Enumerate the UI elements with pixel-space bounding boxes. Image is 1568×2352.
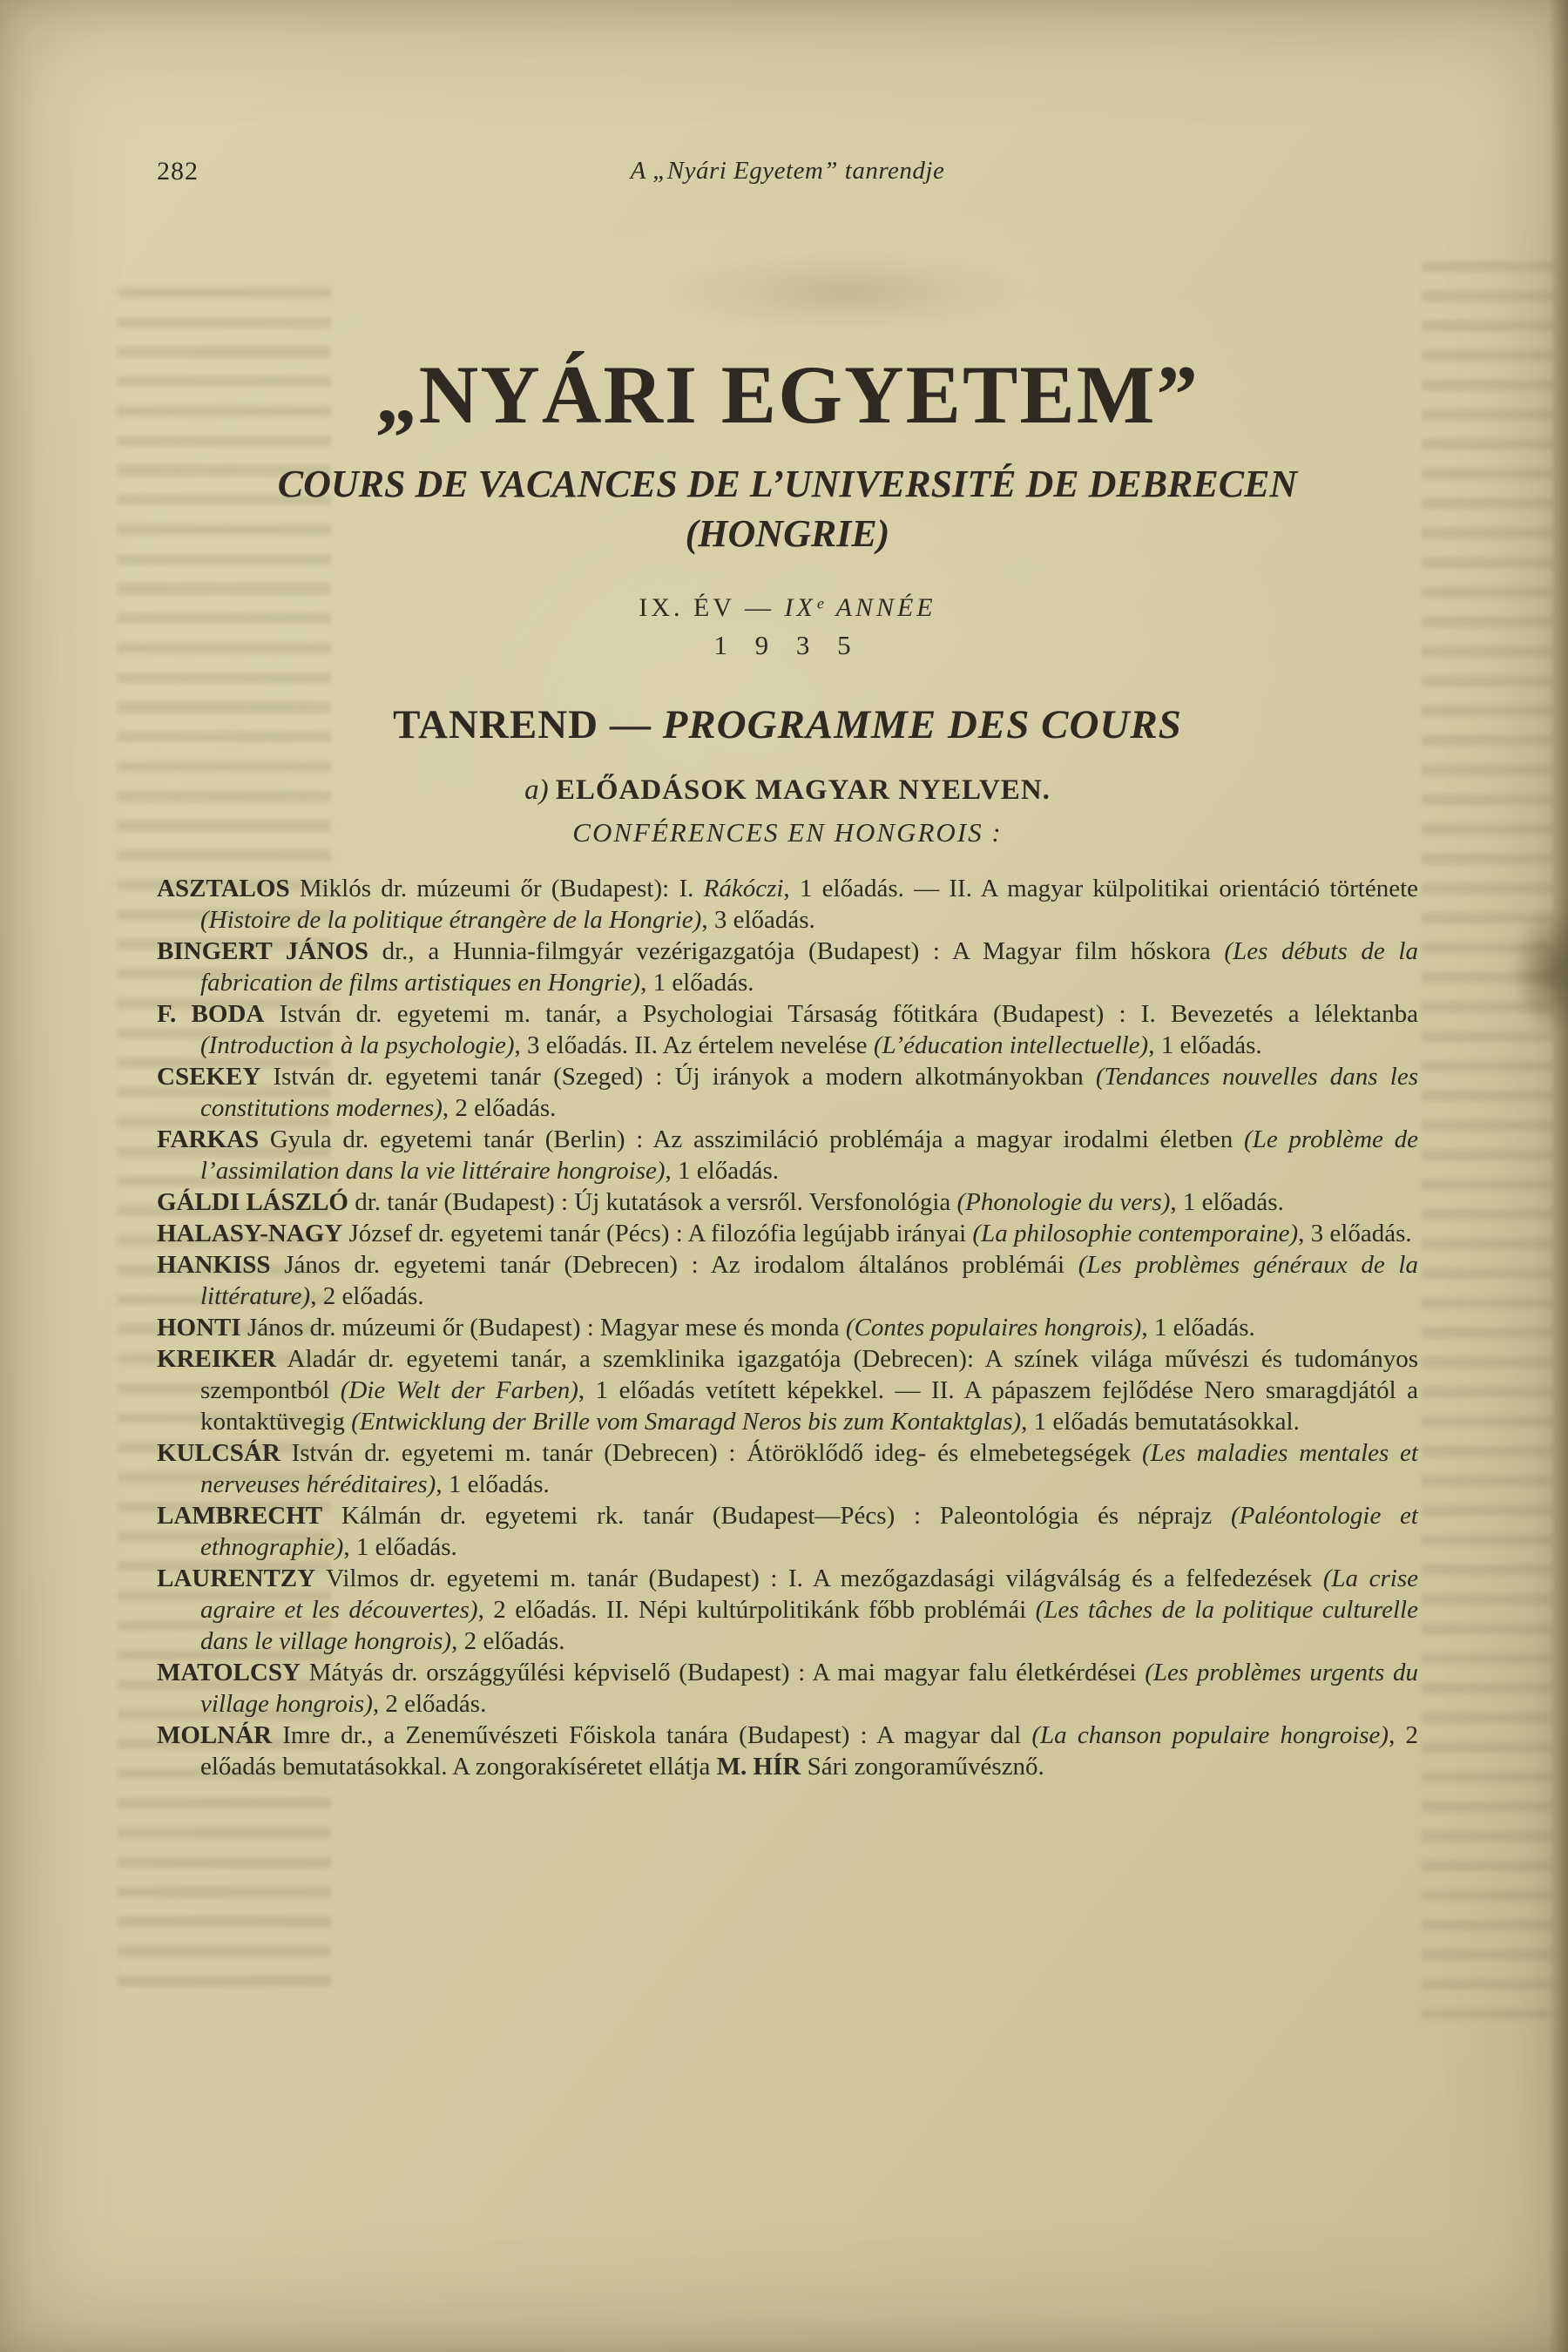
translated-title: (La crise agraire et les découvertes): [200, 1564, 1418, 1624]
lecturer-name: MOLNÁR: [157, 1720, 273, 1749]
running-title: A „Nyári Egyetem” tanrendje: [630, 157, 945, 185]
translated-title: (Le problème de l’assimilation dans la vie littéraire hongroise): [200, 1125, 1418, 1185]
entry-text: Imre dr., a Zeneművészeti Főiskola tanára (Budapest) : A magyar dal: [272, 1720, 1032, 1749]
entry-text: István dr. egyetemi tanár (Szeged) : Új irányok a modern alkotmányokban: [260, 1062, 1096, 1091]
translated-title: (Paléontologie et ethnographie): [200, 1501, 1418, 1561]
translated-title: (Les tâches de la politique culturelle dans le village hongrois): [200, 1595, 1418, 1655]
entry-text: , 1 előadás.: [1148, 1031, 1262, 1059]
entry-text: Gyula dr. egyetemi tanár (Berlin) : Az asszimiláció problémája a magyar irodalmi életben: [259, 1125, 1245, 1153]
translated-title: (Tendances nouvelles dans les constitutions modernes): [200, 1062, 1418, 1122]
entry-text: , 3 előadás.: [701, 905, 815, 934]
programme-french: PROGRAMME DES COURS: [662, 701, 1182, 747]
lecture-entry: [157, 873, 1418, 936]
lecturer-name: KREIKER: [157, 1344, 276, 1373]
entry-text: dr., a Hunnia-filmgyár vezérigazgatója (Budapest) : A Magyar film hőskora: [368, 936, 1225, 965]
section-heading-hungarian: [157, 774, 1418, 807]
lecture-entry: [157, 1343, 1418, 1437]
lecturer-name: LAURENTZY: [157, 1564, 316, 1592]
lecturer-name: KULCSÁR: [157, 1438, 280, 1467]
year-hungarian: IX. ÉV —: [639, 592, 785, 622]
lecture-entry: [157, 1657, 1418, 1720]
lecturer-name: M. HÍR: [716, 1752, 801, 1781]
lecture-entry: [157, 936, 1418, 998]
lecture-entry: [157, 1563, 1418, 1657]
lecture-entry: [157, 1061, 1418, 1124]
main-title: „NYÁRI EGYETEM”: [375, 348, 1200, 441]
translated-title: (Les problèmes urgents du village hongrois): [200, 1658, 1419, 1718]
section-heading-french: CONFÉRENCES EN HONGROIS :: [572, 816, 1003, 848]
year-digits: 1 9 3 5: [713, 629, 862, 660]
section-letter: a): [524, 774, 556, 806]
entry-text: , 2 előadás.: [372, 1689, 487, 1718]
lecturer-name: HONTI: [157, 1313, 241, 1342]
entry-text: István dr. egyetemi m. tanár, a Psychologiai Társaság főtitkára (Budapest) : I. Bevezetés a lélektanba: [264, 999, 1418, 1028]
entry-text: , 1 előadás.: [436, 1470, 550, 1498]
entry-text: dr. tanár (Budapest) : Új kutatások a versről. Versfonológia: [348, 1187, 957, 1216]
subtitle-line2: (HONGRIE): [685, 511, 890, 555]
translated-title: (Les débuts de la fabrication de films artistiques en Hongrie): [200, 936, 1418, 997]
entry-text: , 1 előadás.: [343, 1532, 457, 1561]
entry-text: , 2 előadás.: [442, 1093, 557, 1122]
entry-text: , 1 előadás. — II. A magyar külpolitikai orientáció története: [783, 874, 1418, 902]
lecturer-name: FARKAS: [157, 1125, 260, 1153]
lecture-entry: [157, 1124, 1418, 1186]
running-header: [157, 157, 1418, 192]
entry-text: Kálmán dr. egyetemi rk. tanár (Budapest—Pécs) : Paleontológia és néprajz: [322, 1501, 1231, 1530]
lecture-entry: [157, 998, 1418, 1061]
entry-text: Vilmos dr. egyetemi m. tanár (Budapest) : I. A mezőgazdasági világválság és a felfedezések: [315, 1564, 1323, 1592]
section-title: ELŐADÁSOK MAGYAR NYELVEN.: [555, 774, 1051, 806]
translated-title: (Introduction à la psychologie): [200, 1031, 515, 1059]
programme-hungarian: TANREND —: [393, 701, 663, 747]
entry-text: , 2 előadás. II. Népi kultúrpolitikánk főbb problémái: [477, 1595, 1036, 1624]
lecturer-name: F. BODA: [157, 999, 265, 1028]
translated-title: (Phonologie du vers): [956, 1187, 1171, 1216]
entry-text: Sári zongoraművésznő.: [801, 1752, 1044, 1781]
lecture-entry: [157, 1500, 1418, 1563]
entry-text: , 2 előadás.: [310, 1281, 424, 1310]
translated-title: (La chanson populaire hongroise): [1031, 1720, 1389, 1749]
programme-heading: [157, 701, 1418, 748]
lecturer-name: LAMBRECHT: [157, 1501, 323, 1530]
translated-title: (Contes populaires hongrois): [845, 1313, 1142, 1342]
entry-text: Miklós dr. múzeumi őr (Budapest): I.: [289, 874, 704, 902]
entry-text: , 1 előadás bemutatásokkal.: [1021, 1407, 1300, 1436]
lecture-entry: [157, 1312, 1418, 1343]
translated-title: (Les maladies mentales et nerveuses héréditaires): [200, 1438, 1418, 1498]
entry-text: , 3 előadás. II. Az értelem nevelése: [514, 1031, 874, 1059]
entry-text: János dr. múzeumi őr (Budapest) : Magyar mese és monda: [240, 1313, 846, 1342]
lecture-entry: [157, 1437, 1418, 1500]
lecturer-name: ASZTALOS: [157, 874, 290, 902]
translated-title: (La philosophie contemporaine): [972, 1219, 1299, 1247]
lecturer-name: GÁLDI LÁSZLÓ: [157, 1187, 348, 1216]
translated-title: (Les problèmes généraux de la littérature): [200, 1250, 1418, 1310]
entry-text: , 1 előadás.: [640, 968, 754, 997]
entry-text: , 1 előadás.: [1141, 1313, 1255, 1342]
entry-text: , 1 előadás.: [665, 1156, 779, 1185]
translated-title: (Histoire de la politique étrangère de la Hongrie): [200, 905, 702, 934]
entry-text: Mátyás dr. országgyűlési képviselő (Budapest) : A mai magyar falu életkérdései: [300, 1658, 1146, 1686]
year-french: IXᵉ ANNÉE: [784, 592, 936, 622]
entry-text: József dr. egyetemi tanár (Pécs) : A filozófia legújabb irányai: [342, 1219, 973, 1247]
subtitle-french: [157, 459, 1418, 558]
translated-title: (L’éducation intellectuelle): [873, 1031, 1149, 1059]
lecture-list: [157, 873, 1418, 1782]
entry-text: János dr. egyetemi tanár (Debrecen) : Az irodalom általános problémái: [270, 1250, 1078, 1279]
page-number: 282: [157, 157, 199, 186]
lecturer-name: BINGERT JÁNOS: [157, 936, 368, 965]
translated-title: Rákóczi: [703, 874, 784, 902]
entry-text: , 1 előadás vetített képekkel. — II. A pápaszem fejlődése Nero smaragdjától a kontaktüvegig: [200, 1375, 1418, 1436]
lecturer-name: HANKISS: [157, 1250, 271, 1279]
year-line: [157, 593, 1418, 623]
lecture-entry: [157, 1186, 1418, 1218]
lecture-entry: [157, 1218, 1418, 1249]
entry-text: , 2 előadás.: [451, 1626, 565, 1655]
entry-text: István dr. egyetemi m. tanár (Debrecen) : Átöröklődő ideg- és elmebetegségek: [280, 1438, 1142, 1467]
subtitle-line1: COURS DE VACANCES DE L’UNIVERSITÉ DE DEBRECEN: [277, 462, 1298, 505]
lecture-entry: [157, 1720, 1418, 1782]
entry-text: , 3 előadás.: [1298, 1219, 1412, 1247]
lecturer-name: HALASY-NAGY: [157, 1219, 343, 1247]
entry-text: , 2 előadás bemutatásokkal. A zongorakíséretet ellátja: [200, 1720, 1419, 1781]
translated-title: (Die Welt der Farben): [340, 1375, 578, 1404]
lecturer-name: MATOLCSY: [157, 1658, 301, 1686]
lecture-entry: [157, 1249, 1418, 1312]
entry-text: Aladár dr. egyetemi tanár, a szemklinika igazgatója (Debrecen): A színek világa művészi és tudományos szempontból: [200, 1344, 1418, 1404]
lecturer-name: CSEKEY: [157, 1062, 261, 1091]
translated-title: (Entwicklung der Brille vom Smaragd Neros bis zum Kontaktglas): [351, 1407, 1022, 1436]
entry-text: , 1 előadás.: [1170, 1187, 1284, 1216]
